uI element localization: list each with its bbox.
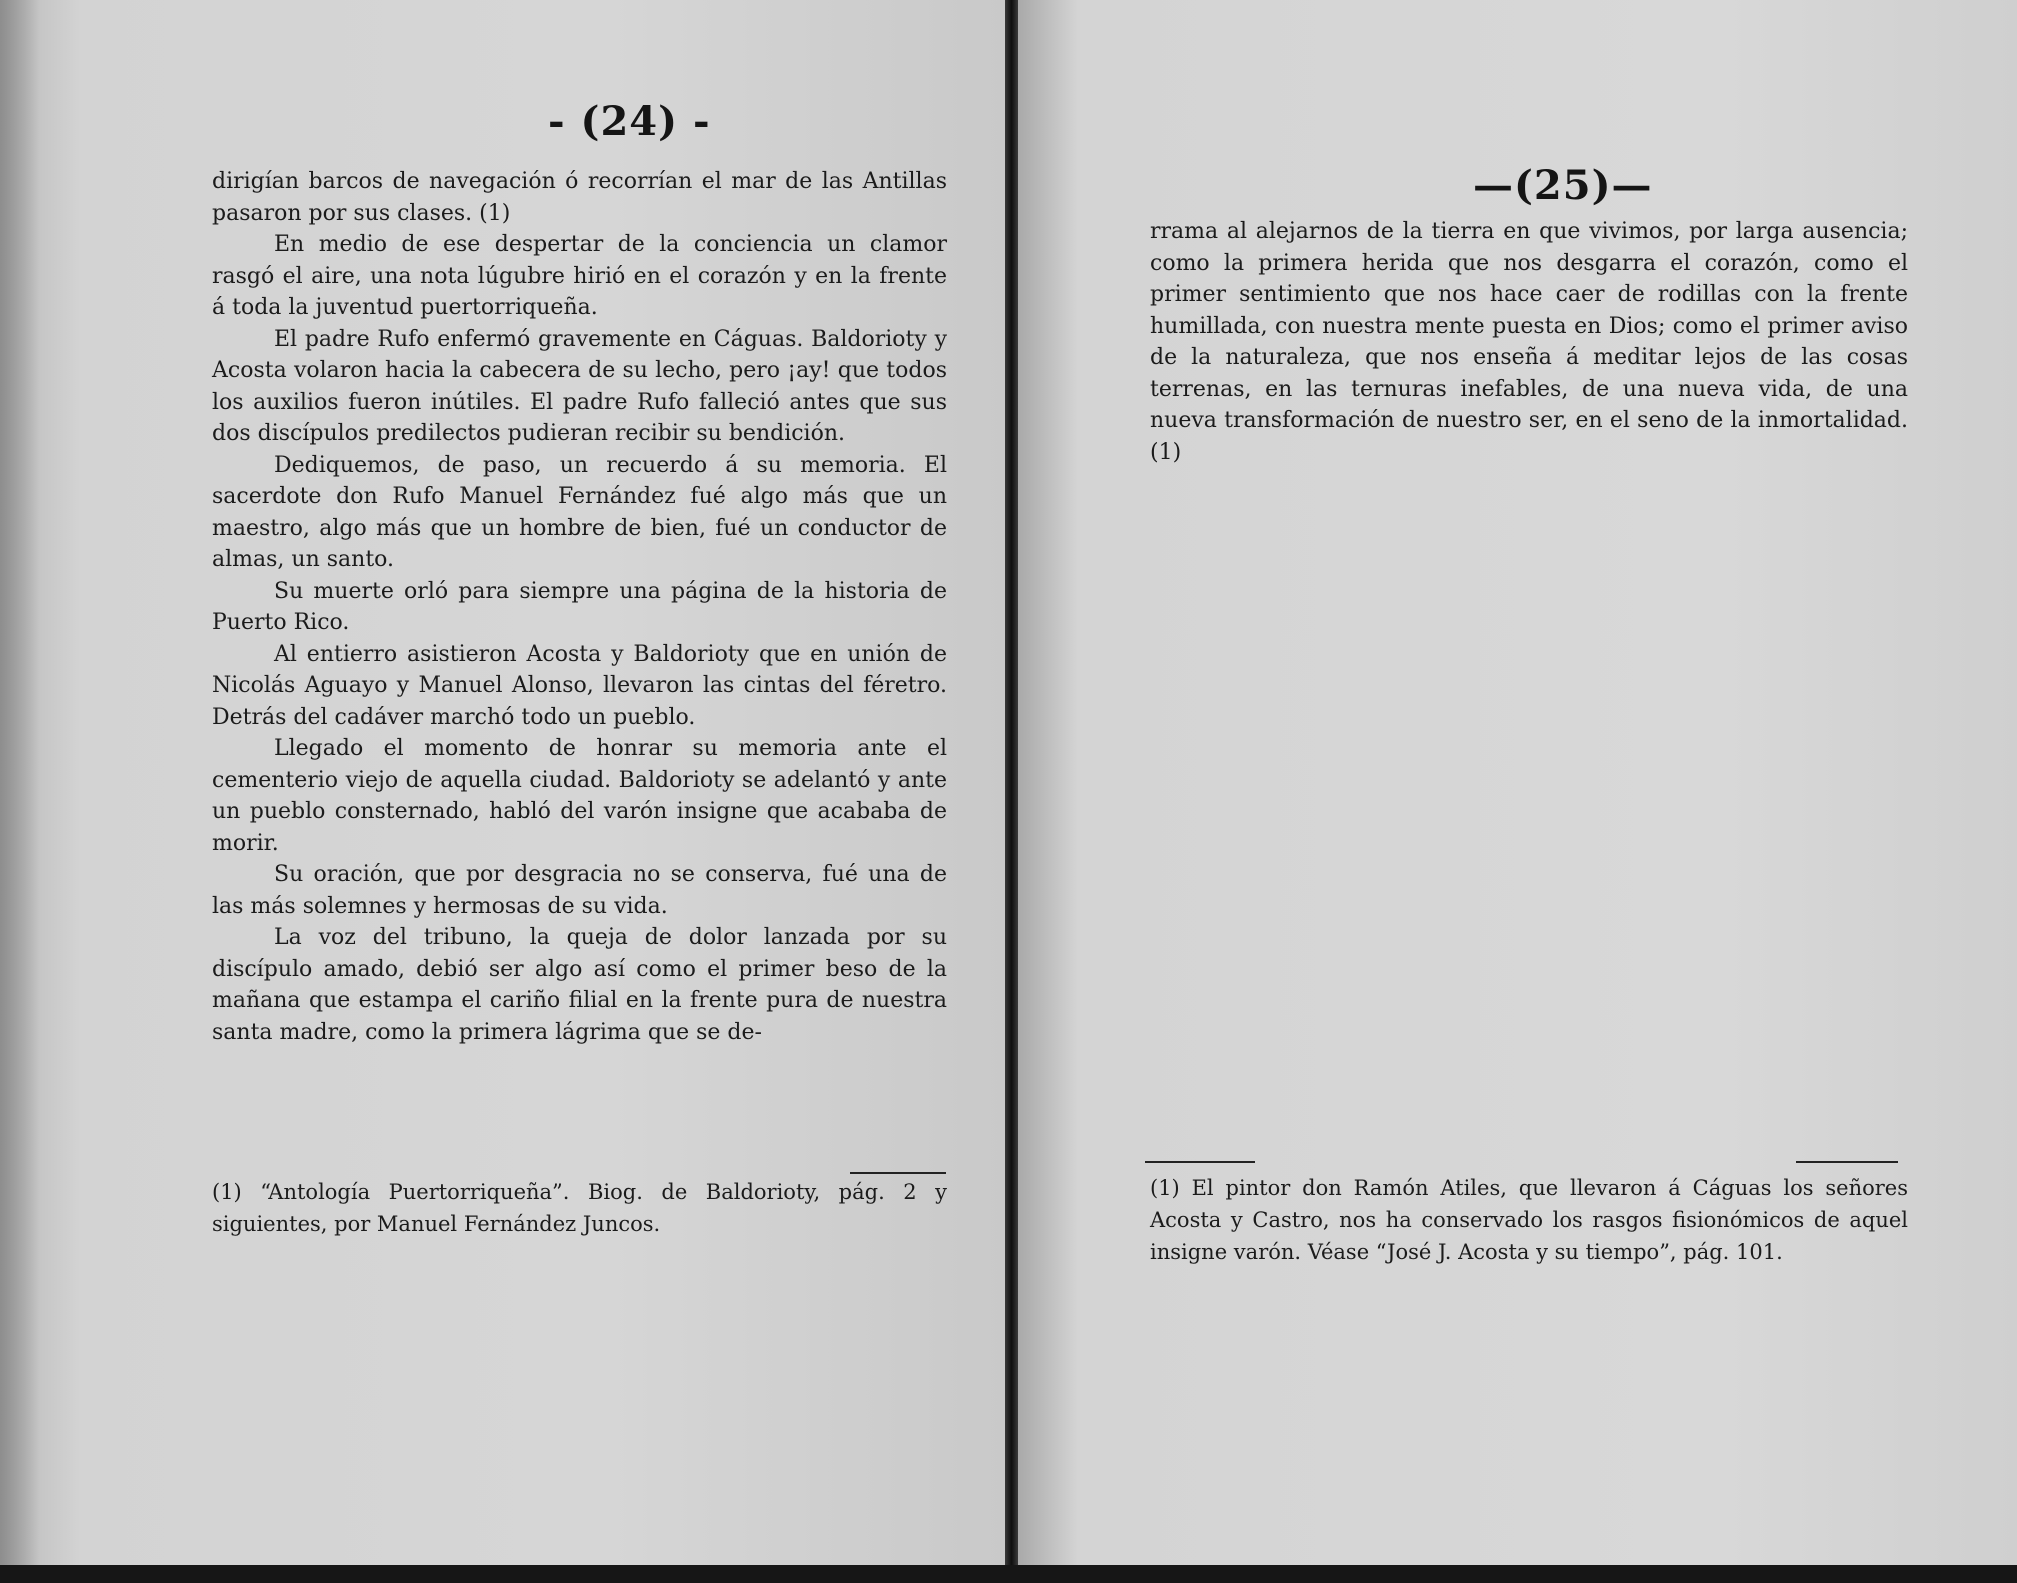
paragraph: Al entierro asistieron Acosta y Baldorioty que en unión de Nicolás Aguayo y Manuel Alonso, llevaron las cintas del féretro. Detrás del cadáver marchó todo un pueblo. xyxy=(212,641,947,730)
right-page-body xyxy=(1150,216,1908,468)
left-page xyxy=(0,0,1005,1565)
paragraph: La voz del tribuno, la queja de dolor lanzada por su discípulo amado, debió ser algo así como el primer beso de la mañana que estampa el cariño filial en la frente pura de nuestra santa madre, como la primera lágrima que se de- xyxy=(212,925,947,1045)
footnote-rule-left xyxy=(1145,1161,1255,1163)
footnote-rule xyxy=(850,1172,946,1174)
left-footnote: (1) “Antología Puertorriqueña”. Biog. de Baldorioty, pág. 2 y siguientes, por Manuel Fernández Juncos. xyxy=(212,1180,947,1236)
paragraph: Llegado el momento de honrar su memoria ante el cementerio viejo de aquella ciudad. Baldorioty se adelantó y ante un pueblo consternado, habló del varón insigne que acababa de morir. xyxy=(212,736,947,856)
paragraph: Su oración, que por desgracia no se conserva, fué una de las más solemnes y hermosas de su vida. xyxy=(212,862,947,919)
book-gutter xyxy=(1005,0,1018,1583)
paragraph: Su muerte orló para siempre una página de la historia de Puerto Rico. xyxy=(212,578,947,635)
left-page-body xyxy=(212,166,947,1048)
page-edge-shadow xyxy=(0,0,40,1565)
scan-border xyxy=(0,1565,2017,1583)
page-number-24: - (24) - xyxy=(548,98,711,145)
paragraph: En medio de ese despertar de la conciencia un clamor rasgó el aire, una nota lúgubre hirió en el corazón y en la frente á toda la juventud puertorriqueña. xyxy=(212,232,947,320)
page-number-25: —(25)— xyxy=(1473,162,1653,209)
right-page xyxy=(1018,0,2017,1565)
footnote-rule-right xyxy=(1796,1161,1898,1163)
paragraph: dirigían barcos de navegación ó recorrían el mar de las Antillas pasaron por sus clases. (1) xyxy=(212,169,947,226)
paragraph: Dediquemos, de paso, un recuerdo á su memoria. El sacerdote don Rufo Manuel Fernández fué algo más que un maestro, algo más que un hombre de bien, fué un conductor de almas, un santo. xyxy=(212,452,947,572)
paragraph: rrama al alejarnos de la tierra en que vivimos, por larga ausencia; como la primera herida que nos desgarra el corazón, como el primer sentimiento que nos hace caer de rodillas con la frente humillada, con nuestra mente puesta en Dios; como el primer aviso de la naturaleza, que nos enseña á meditar lejos de las cosas terrenas, en las ternuras inefables, de una nueva vida, de una nueva transformación de nuestro ser, en el seno de la inmortalidad. (1) xyxy=(1150,219,1908,465)
right-footnote: (1) El pintor don Ramón Atiles, que llevaron á Cáguas los señores Acosta y Castro, nos ha conservado los rasgos fisionómicos de aquel insigne varón. Véase “José J. Acosta y su tiempo”, pág. 101. xyxy=(1150,1176,1908,1264)
paragraph: El padre Rufo enfermó gravemente en Cáguas. Baldorioty y Acosta volaron hacia la cabecera de su lecho, pero ¡ay! que todos los auxilios fueron inútiles. El padre Rufo falleció antes que sus dos discípulos predilectos pudieran recibir su bendición. xyxy=(212,326,947,446)
